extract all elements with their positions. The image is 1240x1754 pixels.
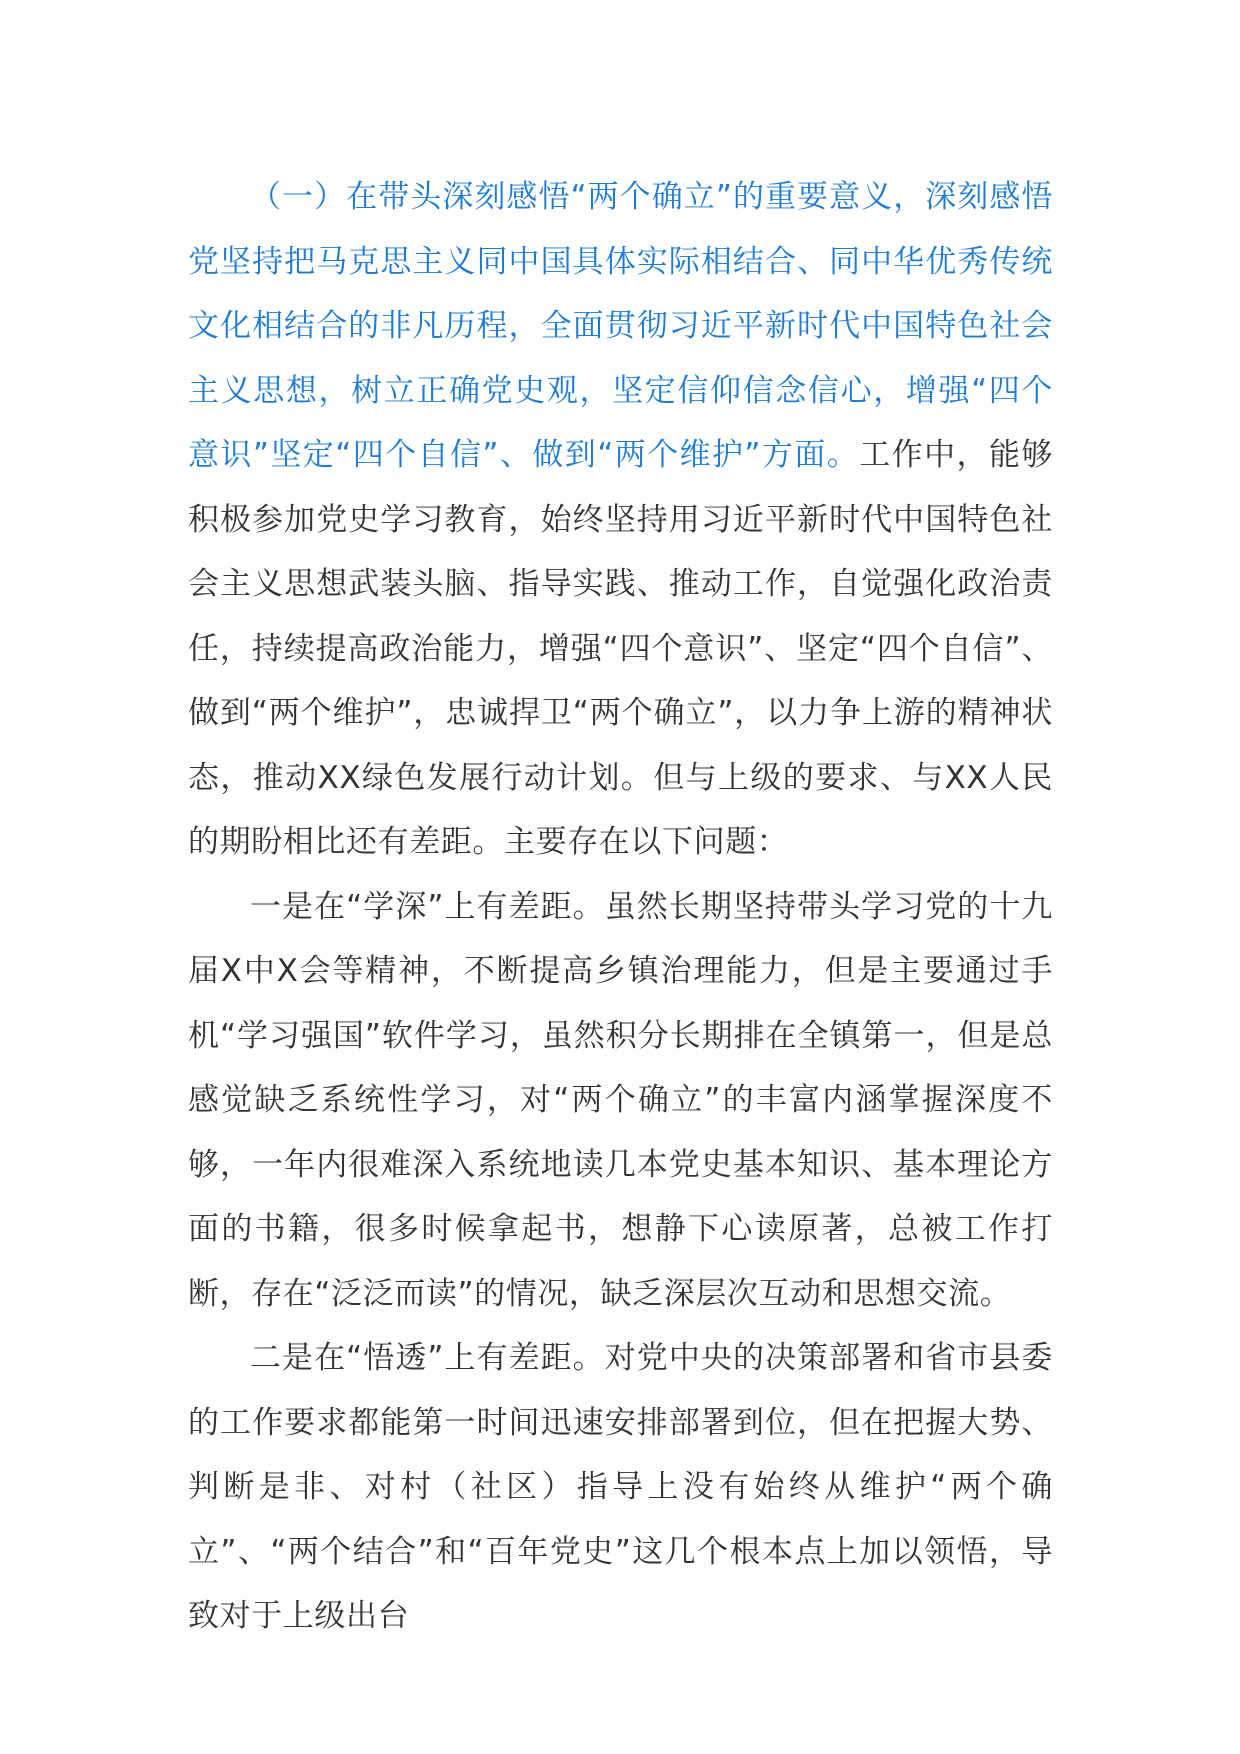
document-body (188, 165, 1053, 1649)
paragraph-1 (188, 165, 1053, 875)
section-heading: （一）在带头深刻感悟“两个确立”的重要意义，深刻感悟党坚持把马克思主义同中国具体实际相结合、同中华优秀传统文化相结合的非凡历程，全面贯彻习近平新时代中国特色社会主义思想，树立正确党史观，坚定信仰信念信心，增强“四个意识”坚定“四个自信”、做到“两个维护”方面。 (188, 179, 1053, 473)
paragraph-2: 一是在“学深”上有差距。虽然长期坚持带头学习党的十九届X中X会等精神，不断提高乡镇治理能力，但是主要通过手机“学习强国”软件学习，虽然积分长期排在全镇第一，但是总感觉缺乏系统性学习，对“两个确立”的丰富内涵掌握深度不够，一年内很难深入系统地读几本党史基本知识、基本理论方面的书籍，很多时候拿起书，想静下心读原著，总被工作打断，存在“泛泛而读”的情况，缺乏深层次互动和思想交流。 (188, 888, 1053, 1312)
paragraph-1-text: 工作中，能够积极参加党史学习教育，始终坚持用习近平新时代中国特色社会主义思想武装头脑、指导实践、推动工作，自觉强化政治责任，持续提高政治能力，增强“四个意识”、坚定“四个自信”、做到“两个维护”，忠诚捍卫“两个确立”，以力争上游的精神状态，推动XX绿色发展行动计划。但与上级的要求、与XX人民的期盼相比还有差距。主要存在以下问题： (188, 437, 1053, 860)
paragraph-3: 二是在“悟透”上有差距。对党中央的决策部署和省市县委的工作要求都能第一时间迅速安排部署到位，但在把握大势、判断是非、对村（社区）指导上没有始终从维护“两个确立”、“两个结合”和“百年党史”这几个根本点上加以领悟，导致对于上级出台 (188, 1340, 1053, 1634)
